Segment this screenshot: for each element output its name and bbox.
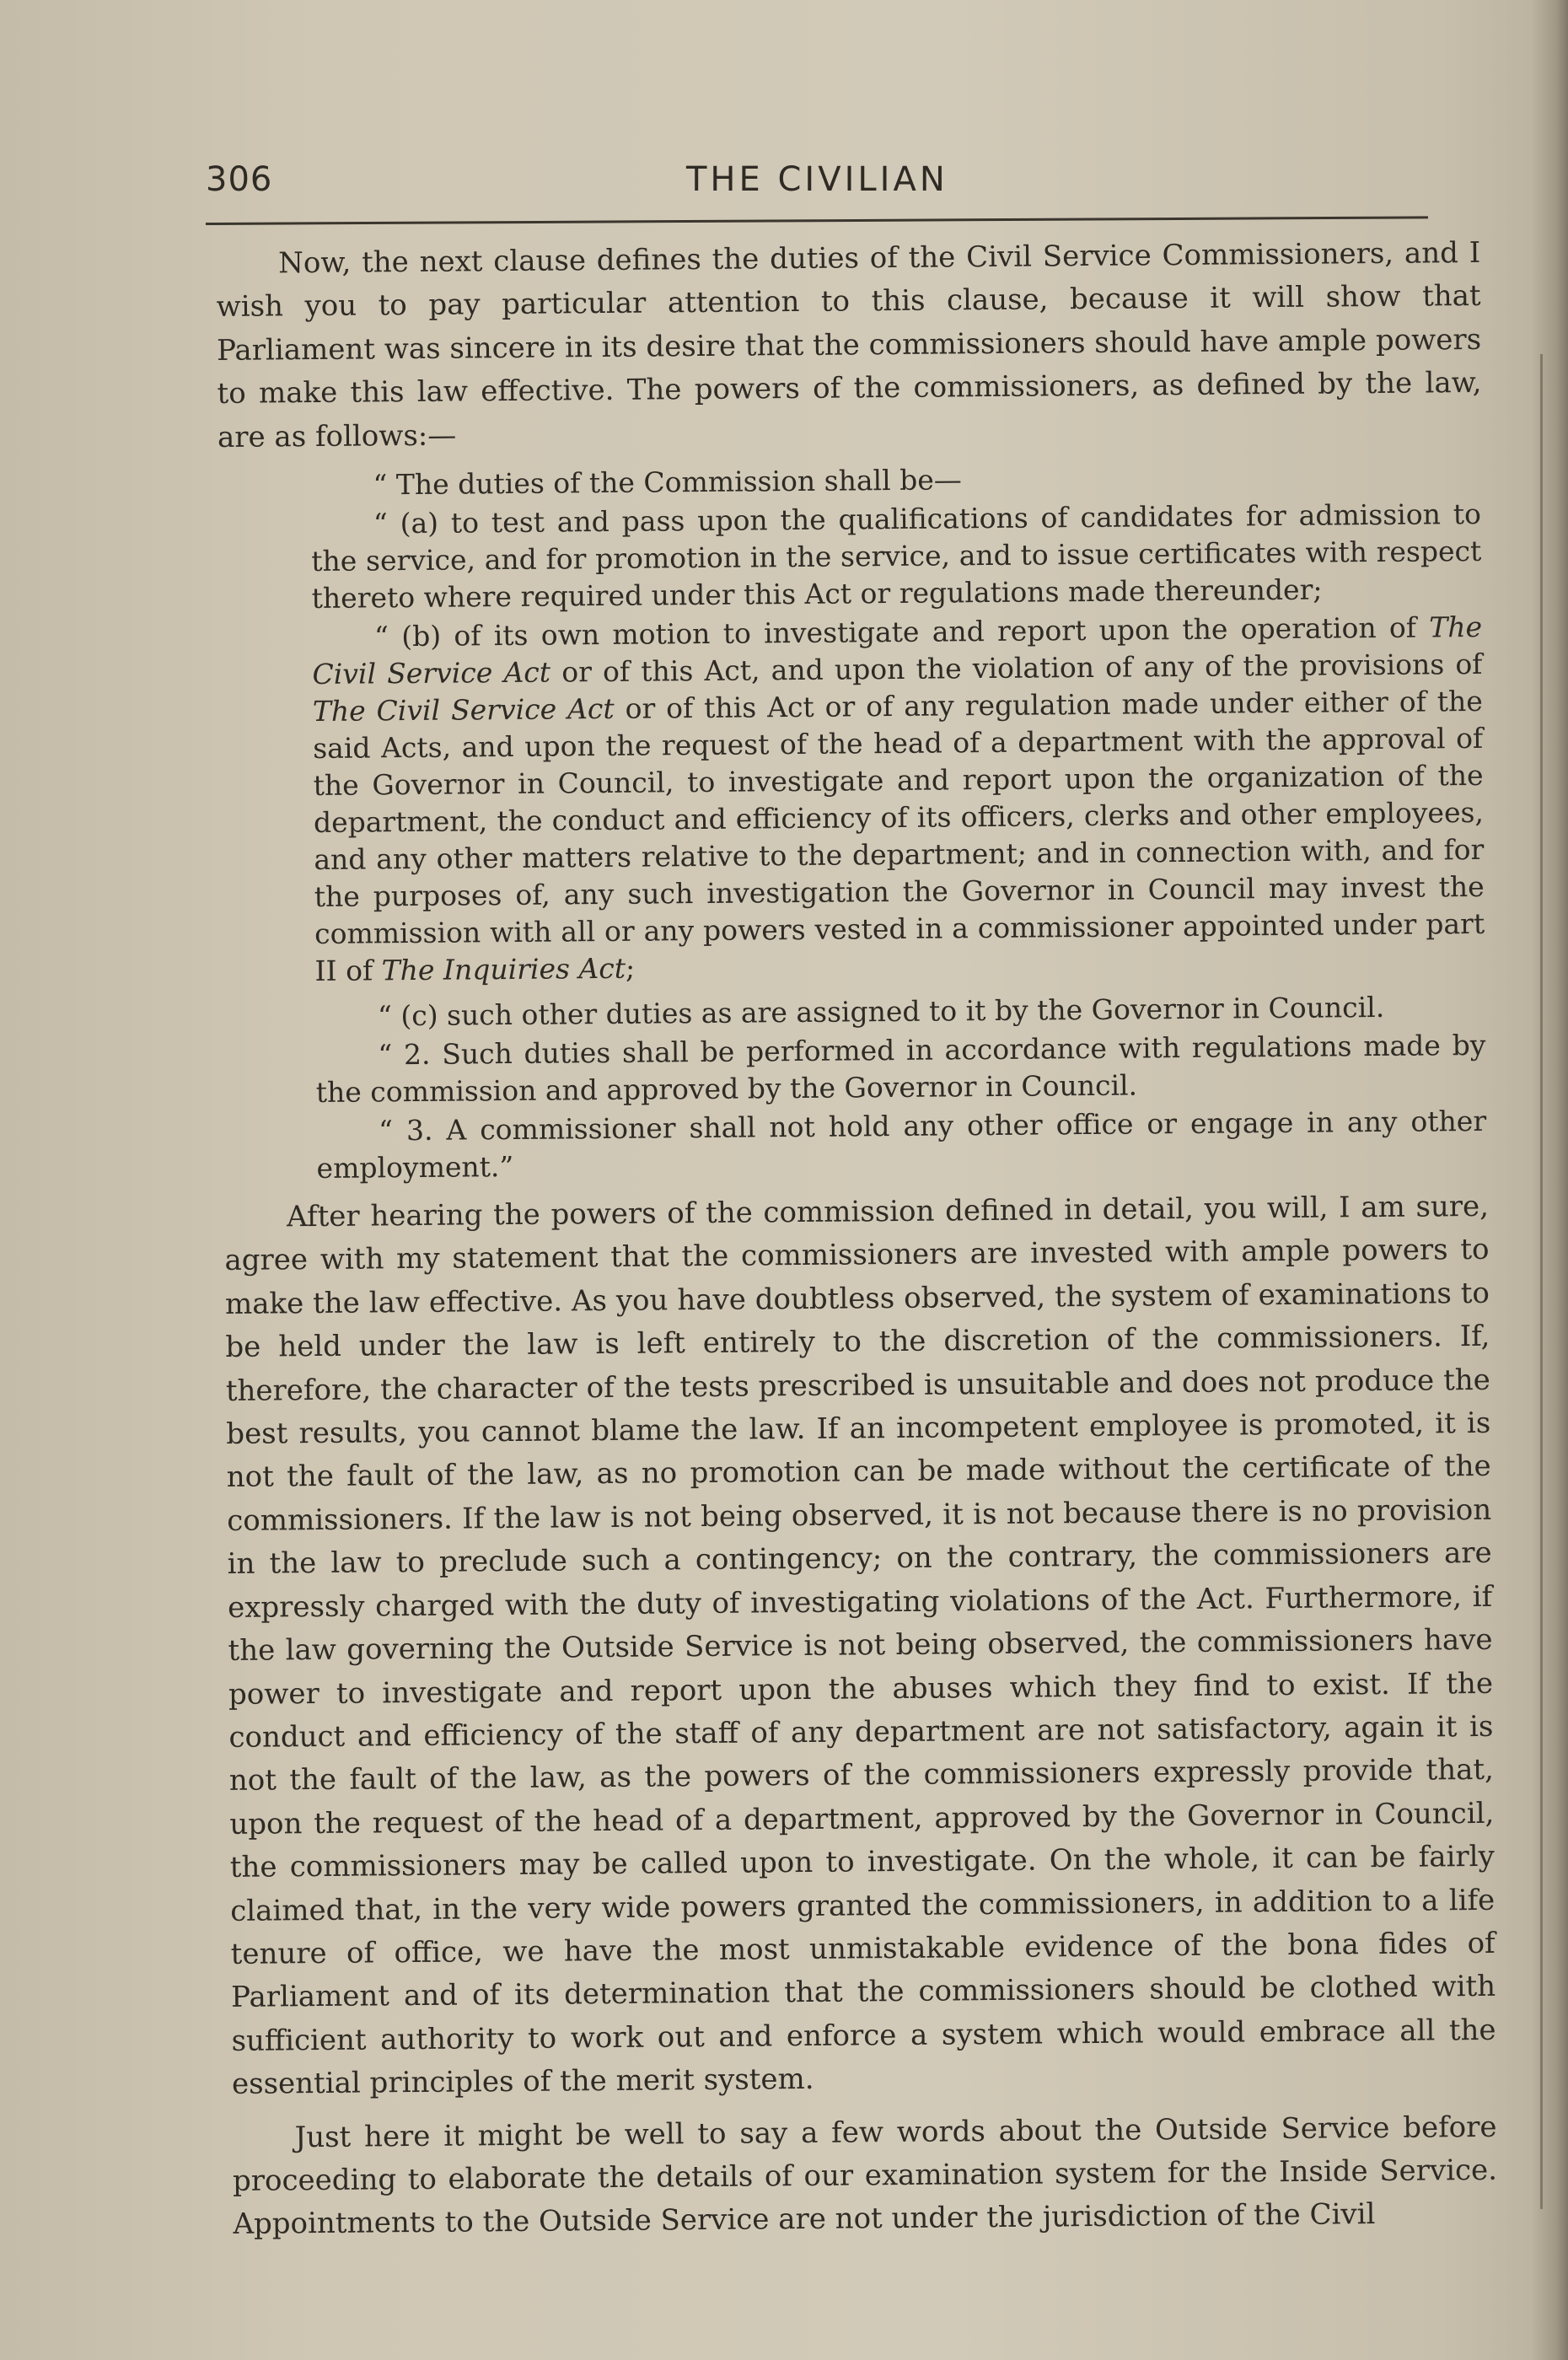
page-edge-line — [1540, 354, 1543, 2209]
quote-section-2: “ 2. Such duties shall be performed in accordance with regulations made by the commission and approved by the Governor in Council. — [315, 1028, 1486, 1110]
quote-clause-b-text: ; — [625, 951, 636, 985]
quote-clause-a: “ (a) to test and pass upon the qualifications of candidates for admission to the service, and for promotion in the service, and to issue certificates with respect thereto where required under this Act or regulations made thereunder; — [311, 497, 1482, 616]
italic-act-title: The Inquiries Act — [381, 951, 626, 987]
page-edge-shadow — [1531, 0, 1568, 2360]
quote-clause-b — [312, 609, 1485, 990]
quote-clause-b-text: “ (b) of its own motion to investigate and report upon the operation of — [373, 610, 1430, 653]
paragraph-3: Just here it might be well to say a few words about the Outside Service before proceeding to elaborate the details of our examination system for the Inside Service. Appointments to the Outside Service are not under the jurisdiction of the Civil — [232, 2110, 1498, 2242]
italic-act-title: The Civil Service Act — [312, 691, 615, 728]
page-number: 306 — [206, 160, 273, 199]
quote-clause-b-text: or of this Act or of any regulation made under either of the said Acts, and upon the request of the head of a department with the approval of the Governor in Council, to investigate and report upon the organization of the department, the conduct and efficiency of its officers, clerks and other employees, and any other matters relative to the department; and in connection with, and for the purposes of, any such investigation the Governor in Council may invest the commission with all or any powers vested in a commissioner appointed under part II of — [313, 684, 1485, 988]
paragraph-2: After hearing the powers of the commission defined in detail, you will, I am sure, agree with my statement that the commissioners are invested with ample powers to make the law effective. As you have doubtless observed, the system of examinations to be held under the law is left entirely to the discretion of the commissioners. If, therefore, the character of the tests prescribed is unsuitable and does not produce the best results, you cannot blame the law. If an incompetent employee is promoted, it is not the fault of the law, as no promotion can be made without the certificate of the commissioners. If the law is not being observed, it is not because there is no provision in the law to preclude such a contingency; on the contrary, the commissioners are expressly charged with the duty of investigating violations of the Act. Furthermore, if the law governing the Outside Service is not being observed, the commissioners have power to investigate and report upon the abuses which they find to exist. If the conduct and efficiency of the staff of any department are not satisfactory, again it is not the fault of the law, as the powers of the commissioners expressly provide that, upon the request of the head of a department, approved by the Governor in Council, the commissioners may be called upon to investigate. On the whole, it can be fairly claimed that, in the very wide powers granted the commissioners, in addition to a life tenure of office, we have the most unmistakable evidence of the bona fides of Parliament and of its determination that the commissioners should be clothed with sufficient authority to work out and enforce a system which would embrace all the essential principles of the merit system. — [224, 1189, 1496, 2102]
header-rule — [206, 216, 1428, 225]
body-text — [216, 232, 1498, 2247]
quoted-statute — [310, 457, 1486, 1187]
page-header — [206, 160, 1428, 211]
quote-clause-c: “ (c) such other duties as are assigned to it by the Governor in Council. — [377, 990, 1385, 1033]
quote-intro: “ The duties of the Commission shall be— — [373, 463, 962, 502]
quote-section-3: “ 3. A commissioner shall not hold any other office or engage in any other employment.” — [316, 1104, 1487, 1185]
running-title: THE CIVILIAN — [686, 160, 948, 199]
paragraph-1: Now, the next clause defines the duties of the Civil Service Commissioners, and I wish you to pay particular attention to this clause, because it will show that Parliament was sincere in its desire that the commissioners should have ample powers to make this law effective. The powers of the commissioners, as defined by the law, are as follows:— — [216, 235, 1482, 454]
italic-act-title: The Civil Service Act — [312, 610, 1483, 691]
quote-clause-b-text: or of this Act, and upon the violation of any of the provisions of — [550, 647, 1483, 689]
